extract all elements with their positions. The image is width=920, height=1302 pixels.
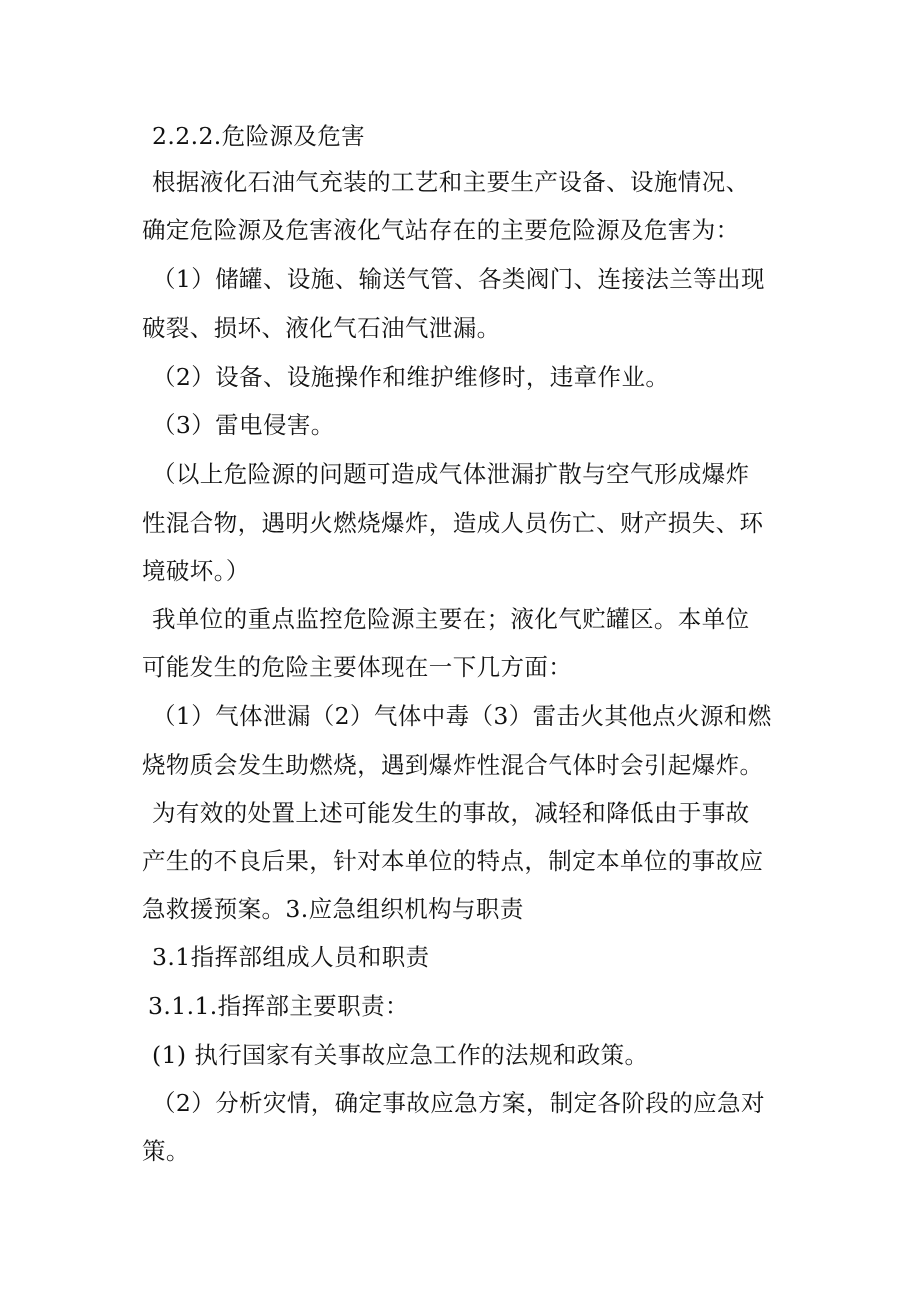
- list-item-line: 破裂、损坏、液化气石油气泄漏。: [142, 314, 501, 342]
- duty-item-line: 策。: [142, 1137, 190, 1165]
- paragraph-line: 确定危险源及危害液化气站存在的主要危险源及危害为：: [142, 216, 740, 244]
- section-heading-3-1-1: 3.1.1.指挥部主要职责：: [148, 992, 409, 1020]
- list-item-line: （3）雷电侵害。: [152, 411, 335, 439]
- duty-item-line: (1) 执行国家有关事故应急工作的法规和政策。: [152, 1041, 649, 1069]
- paragraph-line: （1）气体泄漏（2）气体中毒（3）雷击火其他点火源和燃: [152, 702, 772, 730]
- paragraph-line: 我单位的重点监控危险源主要在；液化气贮罐区。本单位: [152, 605, 750, 633]
- paragraph-line: 烧物质会发生助燃烧，遇到爆炸性混合气体时会引起爆炸。: [142, 751, 764, 779]
- paragraph-line: 可能发生的危险主要体现在一下几方面：: [142, 653, 573, 681]
- paragraph-line: 根据液化石油气充装的工艺和主要生产设备、设施情况、: [152, 168, 750, 196]
- list-item-line: （2）设备、设施操作和维护维修时，违章作业。: [152, 363, 670, 391]
- section-heading-2-2-2: 2.2.2.危险源及危害: [152, 122, 366, 150]
- paragraph-line: 产生的不良后果，针对本单位的特点，制定本单位的事故应: [142, 847, 764, 875]
- paragraph-line: 为有效的处置上述可能发生的事故，减轻和降低由于事故: [152, 799, 750, 827]
- section-heading-3-1: 3.1指挥部组成人员和职责: [152, 943, 430, 971]
- list-item-line: （1）储罐、设施、输送气管、各类阀门、连接法兰等出现: [152, 265, 765, 293]
- duty-item-line: （2）分析灾情，确定事故应急方案，制定各阶段的应急对: [152, 1089, 765, 1117]
- paragraph-line: 境破坏。）: [142, 557, 250, 585]
- paragraph-line: 急救援预案。3.应急组织机构与职责: [142, 895, 524, 923]
- paragraph-line: 性混合物，遇明火燃烧爆炸，造成人员伤亡、财产损失、环: [142, 509, 764, 537]
- paragraph-line: （以上危险源的问题可造成气体泄漏扩散与空气形成爆炸: [152, 460, 750, 488]
